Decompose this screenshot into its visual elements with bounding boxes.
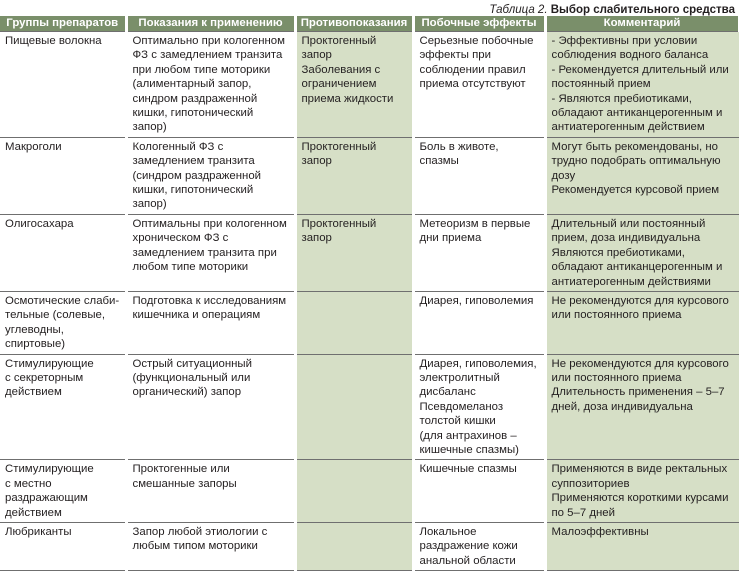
cell-contraindications xyxy=(295,523,413,571)
cell-side-effects: Локальное раздражение кожи анальной области xyxy=(413,523,545,571)
header-comment: Комментарий xyxy=(545,16,739,32)
cell-drug-group: Стимулирующие с местно раздражающим действием xyxy=(0,460,126,523)
caption-title: Выбор слабительного средства xyxy=(550,4,735,16)
cell-side-effects: Диарея, гиповолемия xyxy=(413,291,545,354)
cell-side-effects: Метеоризм в первые дни приема xyxy=(413,214,545,291)
table-row xyxy=(0,460,739,523)
cell-contraindications: Проктогенный запор Заболевания с ограничением приема жидкости xyxy=(295,32,413,138)
cell-drug-group: Стимулирующие с секреторным действием xyxy=(0,354,126,460)
cell-indications: Оптимально при кологенном ФЗ с замедлением транзита при любом типе моторики (алиментарный запор, синдром раздраженной кишки, гипотонический запор) xyxy=(126,32,295,138)
header-contraindications: Противопоказания xyxy=(295,16,413,32)
cell-contraindications xyxy=(295,460,413,523)
table-row xyxy=(0,214,739,291)
table-row xyxy=(0,354,739,460)
cell-indications: Проктогенные или смешанные запоры xyxy=(126,460,295,523)
cell-comment: Длительный или постоянный прием, доза индивидуальна Являются пребиотиками, обладают антиканцерогенным и антиатерогенным действиями xyxy=(545,214,739,291)
table-caption xyxy=(489,3,735,17)
caption-label: Таблица 2. xyxy=(489,4,548,16)
cell-drug-group: Олигосахара xyxy=(0,214,126,291)
table-row xyxy=(0,523,739,571)
cell-drug-group: Макроголи xyxy=(0,137,126,214)
cell-contraindications xyxy=(295,291,413,354)
cell-side-effects: Диарея, гиповолемия, электролитный дисбаланс Псевдомеланоз толстой кишки (для антрахинов – кишечные спазмы) xyxy=(413,354,545,460)
cell-contraindications: Проктогенный запор xyxy=(295,214,413,291)
cell-comment: Не рекомендуются для курсового или постоянного приема Длительность применения – 5–7 дней, доза индивидуальна xyxy=(545,354,739,460)
table-row xyxy=(0,137,739,214)
cell-indications: Подготовка к исследованиям кишечника и операциям xyxy=(126,291,295,354)
cell-drug-group: Осмотические слаби- тельные (солевые, углеводны, спиртовые) xyxy=(0,291,126,354)
table-header-row xyxy=(0,16,739,32)
cell-indications: Кологенный ФЗ с замедлением транзита (синдром раздраженной кишки, гипотонический запор) xyxy=(126,137,295,214)
cell-contraindications xyxy=(295,354,413,460)
cell-comment: Малоэффективны xyxy=(545,523,739,571)
header-side-effects: Побочные эффекты xyxy=(413,16,545,32)
cell-comment: Не рекомендуются для курсового или постоянного приема xyxy=(545,291,739,354)
cell-side-effects: Боль в животе, спазмы xyxy=(413,137,545,214)
laxative-selection-table xyxy=(0,16,739,571)
cell-contraindications: Проктогенный запор xyxy=(295,137,413,214)
cell-comment: Применяются в виде ректальных суппозиториев Применяются короткими курсами по 5–7 дней xyxy=(545,460,739,523)
cell-side-effects: Кишечные спазмы xyxy=(413,460,545,523)
cell-comment: Могут быть рекомендованы, но трудно подобрать оптимальную дозу Рекомендуется курсовой прием xyxy=(545,137,739,214)
cell-comment: - Эффективны при условии соблюдения водного баланса - Рекомендуется длительный или постоянный прием - Являются пребиотиками, обладают антиканцерогенным и антиатерогенным действием xyxy=(545,32,739,138)
cell-side-effects: Серьезные побочные эффекты при соблюдении правил приема отсутствуют xyxy=(413,32,545,138)
cell-drug-group: Любриканты xyxy=(0,523,126,571)
cell-indications: Запор любой этиологии с любым типом моторики xyxy=(126,523,295,571)
cell-drug-group: Пищевые волокна xyxy=(0,32,126,138)
table-row xyxy=(0,32,739,138)
cell-indications: Острый ситуационный (функциональный или органический) запор xyxy=(126,354,295,460)
header-drug-groups: Группы препаратов xyxy=(0,16,126,32)
header-indications: Показания к применению xyxy=(126,16,295,32)
cell-indications: Оптимальны при кологенном хроническом ФЗ с замедлением транзита при любом типе моторики xyxy=(126,214,295,291)
table-row xyxy=(0,291,739,354)
